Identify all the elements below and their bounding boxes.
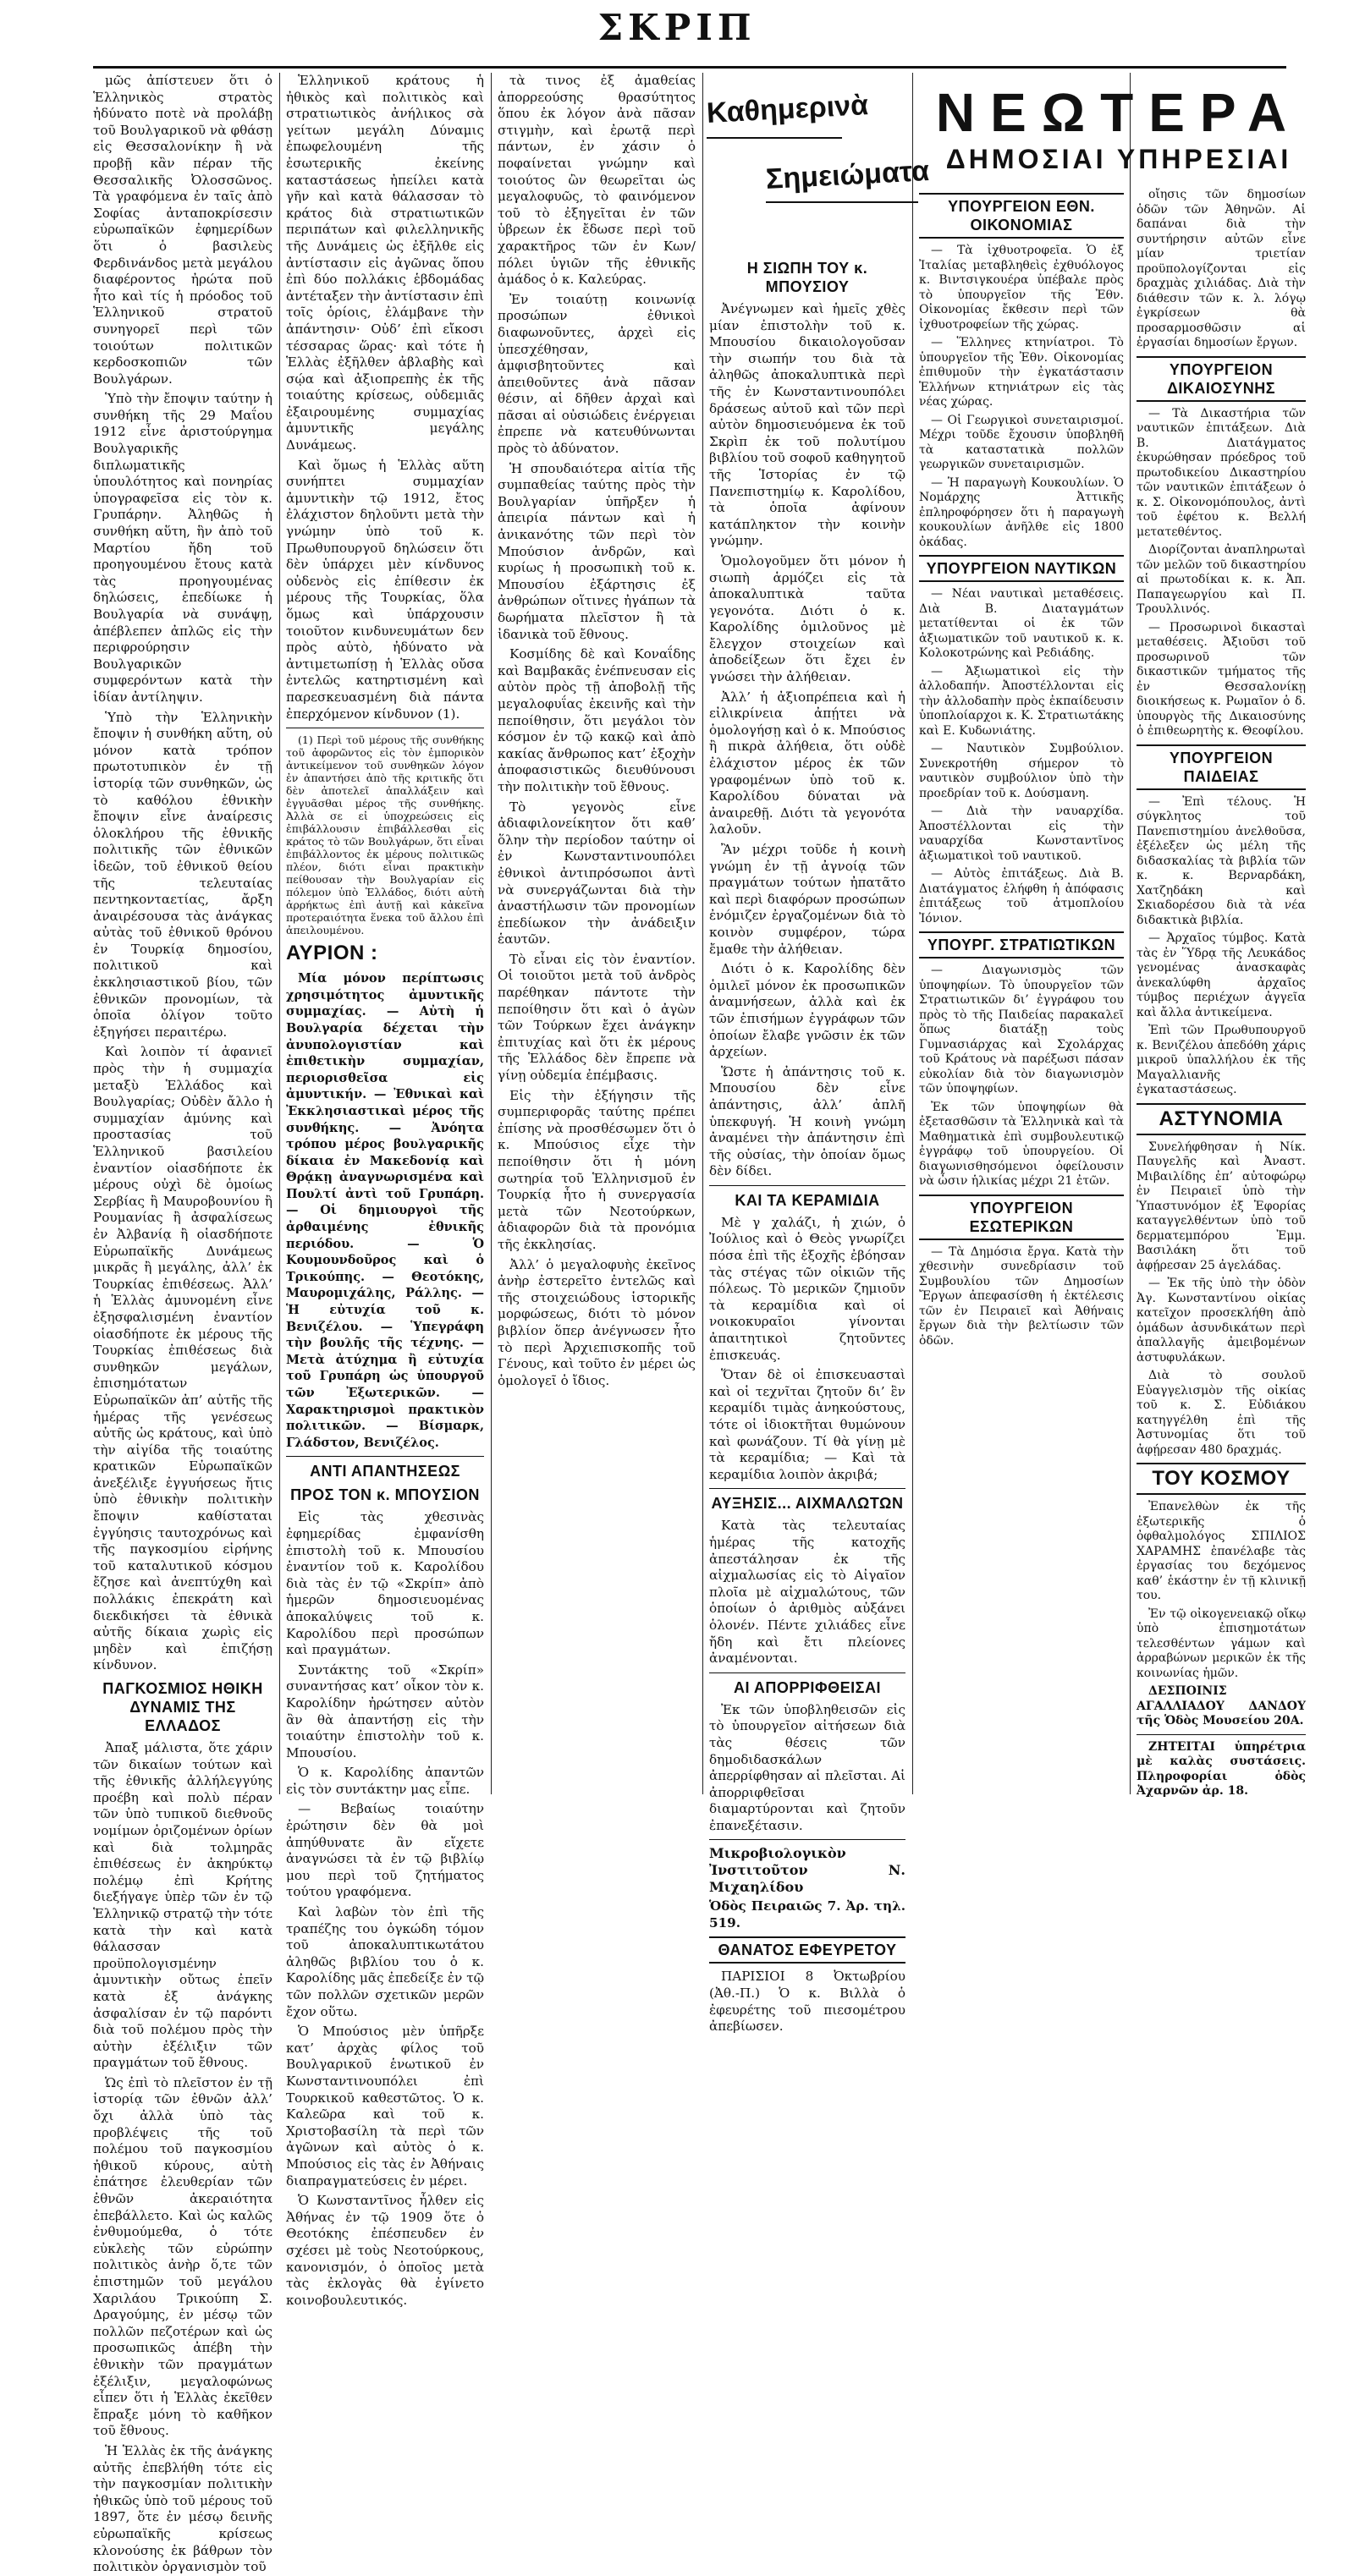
article-paragraph: Κατὰ τὰς τελευταίας ἡμέρας τῆς κατοχῆς ἀπεστάλησαν ἐκ τῆς αἰχμαλωσίας εἰς τὸ Αἰγαῖον πλοῖα μὲ αἰχμαλώτους, τῶν ὁποίων ὁ ἀριθμὸς αὐξάνει ὁλονέν. Πέντε χιλιάδες εἶνε ἤδη καὶ ἔτι πλείονες ἀναμένονται. xyxy=(709,1518,905,1667)
news-item: — Τὰ Δημόσια ἔργα. Κατὰ τὴν χθεσινὴν συνεδρίασιν τοῦ Συμβουλίου τῶν Δημοσίων Ἔργων ἀπεφασίσθη ἡ ἐκτέλεσις τῶν ἐν Πειραιεῖ καὶ Ἀθήναις ἔργων διὰ τὴν βελτίωσιν τῶν ὁδῶν. xyxy=(919,1244,1124,1348)
article-paragraph: Ὁμολογοῦμεν ὅτι μόνον ἡ σιωπὴ ἁρμόζει εἰς τὰ ἀποκαλυπτικὰ ταῦτα γεγονότα. Διότι ὁ κ. Καρολίδης ὁμιλοῦνος μὲ ἔλεγχον στοιχείων καὶ ἀποδείξεων ὅτι ἔχει ἐν γνώσει τὴν ἀλήθειαν. xyxy=(709,552,905,685)
kathimerina-word: Καθημερινὰ xyxy=(706,89,869,129)
section-heading: ΥΠΟΥΡΓ. ΣΤΡΑΤΙΩΤΙΚΩΝ xyxy=(919,931,1124,958)
article-paragraph: Καὶ λαβὼν τὸν ἐπὶ τῆς τραπέζης του ὀγκώδη τόμον τοῦ ἀποκαλυπτικωτάτου ἀληθῶς βιβλίου του ὁ κ. Καρολίδης μᾶς ἐπεδείξε ἐν τῷ τῶν πολλῶν σχετικῶν μερῶν ἔχον οὕτω. xyxy=(286,1904,484,2019)
article-paragraph: Ὅταν δὲ οἱ ἐπισκευασταὶ καὶ οἱ τεχνῖται ζητοῦν δι’ ἓν κεραμίδι τιμὰς ἀνηκούστους, τότε οἱ ἰδιοκτῆται θυμώνουν καὶ φωνάζουν. Τί θὰ γίνῃ μὲ τὰ κεραμίδια; — Καὶ τὰ κεραμίδια λοιπὸν ἀκριβά; xyxy=(709,1367,905,1482)
section-heading: ΥΠΟΥΡΓΕΙΟΝ ΕΘΝ. ΟΙΚΟΝΟΜΙΑΣ xyxy=(919,193,1124,239)
footnote: (1) Περὶ τοῦ μέρους τῆς συνθήκης τοῦ ἀφορῶντος εἰς τὸν ἐμπορικὸν ἀντικείμενον τοῦ συνθηκῶν λόγον ἐν ἀπαντήσει ἀπὸ τῆς κριτικῆς ὅτι δὲν ἀποτελεῖ ἀπαλλάξειν καὶ ἐγγυᾶσθαι μέρος τῆς συνθήκης. Ἀλλὰ σε εἰ ὑποχρεώσεις εἰς ἐπιβάλλουσιν ἐπιβάλλεσθαι εἰς κράτος τὸ τῶν Βουλγάρων, ὅτι εἶναι ἐπιβάλλοντος ἐκ μέρους πολιτικῶς πλέον, διότι εἶναι πρακτικὴν πείθουσαν τὴν Βουλγαρίαν εἰς πόλεμον ὑπὸ Ἑλλάδος, διότι αὐτὴ ἀρρήκτως ἐπὶ ἀυτῇ καὶ κἀκεῖνα προτεραιότητα ἕνεκα τοῦ ἄλλου ἐπὶ ἀπειλουμένου. xyxy=(286,733,484,937)
news-item: Ἐπανελθὼν ἐκ τῆς ἐξωτερικῆς ὁ ὀφθαλμολόγος ΣΠΙΛΙΟΣ ΧΑΡΑΜΗΣ ἐπανέλαβε τὰς ἐργασίας του δεχόμενος καθ’ ἑκάστην ἐν τῇ κλινικῇ του. xyxy=(1137,1500,1306,1602)
classified-ad: ΖΗΤΕΙΤΑΙ ὑπηρέτρια μὲ καλὰς συστάσεις. Πληροφορίαι ὁδὸς Ἀχαρνῶν ἀρ. 18. xyxy=(1137,1739,1306,1798)
column-rule xyxy=(491,73,492,1794)
article-paragraph: Ὁ Κωνσταντῖνος ἦλθεν εἰς Ἀθήνας ἐν τῷ 1909 ὅτε ὁ Θεοτόκης ἐπέσπευδεν ἐν σχέσει μὲ τοὺς Νεοτούρκους, κανονισμόν, ὁ ὁποῖος μετὰ τὰς ἐκλογὰς θὰ ἐγίνετο κοινοβουλευτικός. xyxy=(286,2193,484,2308)
masthead: ΣΚΡΙΠ xyxy=(597,7,757,48)
news-item: — Τὰ ἰχθυοτροφεῖα. Ὁ ἐξ Ἰταλίας μεταβληθεὶς ἐχθυόλογος κ. Βιντσιγκουέρα ὑπέβαλε πρὸς τὸ ὑπουργεῖον τῆς Ἐθν. Οἰκονομίας ἔκθεσιν περὶ τῶν ἰχθυοτροφείων τῆς χώρας. xyxy=(919,244,1124,332)
neotera-heading: ΝΕΩΤΕΡΑ xyxy=(935,82,1302,143)
news-item: — Νέαι ναυτικαὶ μεταθέσεις. Διὰ Β. Διαταγμάτων μετατίθενται οἱ ἐκ τῶν ἀξιωματικῶν τοῦ ναυτικοῦ κ. κ. Κολοκοτρώνης καὶ Ρεδιάδης. xyxy=(919,587,1124,660)
logo-rule xyxy=(766,201,918,203)
news-item: — Ἡ παραγωγὴ Κουκουλίων. Ὁ Νομάρχης Ἀττικῆς ἐπληροφόρησεν ὅτι ἡ παραγωγὴ κουκουλίων ἀνῆλθε εἰς 1800 ὀκάδας. xyxy=(919,475,1124,549)
simeiomata-word: Σημειώματα xyxy=(765,154,930,196)
news-item: Συνελήφθησαν ἡ Νίκ. Παυγελῆς καὶ Ἀναστ. Μιβαιλίδης ἐπ’ αὐτοφώρῳ ἐν Πειραιεῖ ὑπὸ τὴν Ὑπαστυνόμον ἐξ Ἐφορίας καταγγελθέντων ὑπὸ τοῦ δερματεμπόρου Ἐμμ. Βασιλάκη ὅτι τοῦ ἀφῄρεσαν 25 ἀγελάδας. xyxy=(1137,1140,1306,1272)
article-paragraph: Ἐκ τῶν ὑποβληθεισῶν εἰς τὸ ὑπουργεῖον αἰτήσεων διὰ τὰς θέσεις τῶν δημοδιδασκάλων ἀπερρίφθησαν αἱ πλεῖσται. Αἱ ἀπορριφθεῖσαι διαμαρτύρονται καὶ ζητοῦν ἐπανεξέτασιν. xyxy=(709,1701,905,1833)
article-paragraph: Συντάκτης τοῦ «Σκρίπ» συναντήσας κατ’ οἶκον τὸν κ. Καρολίδην ἠρώτησεν αὐτὸν ἂν θὰ ἀπαντήσῃ εἰς τὴν τοιαύτην ἐπιστολὴν τοῦ κ. Μπουσίου. xyxy=(286,1661,484,1760)
article-paragraph: Εἰς τὰς χθεσινὰς ἐφημερίδας ἐμφανίσθη ἐπιστολὴ τοῦ κ. Μπουσίου ἐναντίον τοῦ κ. Καρολίδου διὰ τὰς ἐν τῷ «Σκρίπ» ἀπὸ ἡμερῶν δημοσιευομένας ἀποκαλύψεις τοῦ κ. Καρολίδου περὶ προσώπων καὶ πραγμάτων. xyxy=(286,1509,484,1658)
public-services-heading: ΔΗΜΟΣΙΑΙ ΥΠΗΡΕΣΙΑΙ xyxy=(945,144,1292,174)
section-heading: ΥΠΟΥΡΓΕΙΟΝ ΔΙΚΑΙΟΣΥΝΗΣ xyxy=(1137,356,1306,402)
column-6 xyxy=(1137,188,1306,1798)
advert-address: Ὁδὸς Πειραιῶς 7. Ἀρ. τηλ. 519. xyxy=(709,1898,905,1931)
section-heading: ΥΠΟΥΡΓΕΙΟΝ ΝΑΥΤΙΚΩΝ xyxy=(919,555,1124,582)
divider xyxy=(709,1488,905,1489)
news-item: — Ἀξιωματικοὶ εἰς τὴν ἀλλοδαπήν. Ἀποστέλλονται εἰς τὴν ἀλλοδαπὴν πρὸς ἐκπαίδευσιν ὑποπλοίαρχοι κ. Κ. Στρατιωτάκης καὶ Ε. Κυδωνιάτης. xyxy=(919,664,1124,738)
column-rule xyxy=(912,73,913,1794)
section-heading: ΑΣΤΥΝΟΜΙΑ xyxy=(1137,1103,1306,1135)
article-paragraph: μῶς ἀπίστευεν ὅτι ὁ Ἑλληνικὸς στρατὸς ἠδύνατο ποτὲ νὰ προλάβῃ τοῦ Βουλγαρικοῦ νὰ φθάσῃ εἰς Θεσσαλονίκην ἢ νὰ προβῇ κἂν πέραν τῆς Θεσσαλικῆς Ὀλοσσῶνος. Τὰ γραφόμενα ἐν ταῖς ἀπὸ Σοφίας ἀνταποκρίσεσιν εὐρωπαϊκῶν ἐφημερίδων ὅτι ὁ βασιλεὺς Φερδινάνδος μετὰ μεγάλου διαφέροντος ἠρώτα ποῦ ἦτο καὶ τίς ἡ πρόοδος τοῦ Ἑλληνικοῦ στρατοῦ συνηγορεῖ περὶ τῶν τοιούτων πολιτικῶν κερδοσκοπιῶν τῶν Βουλγάρων. xyxy=(93,73,272,387)
article-paragraph: Κοσμίδης δὲ καὶ Κοναΐδης καὶ Βαμβακᾶς ἐνέπνευσαν εἰς αὐτὸν πρὸς τῇ ἀποβολῇ τῆς μεγαλοφυΐας ἐκεινῆς καὶ τὴν πεποίθησιν, ὅτι μεγάλοι τὸν κόσμον ἐν τῷ κακῷ καὶ ἀπὸ κακίας ἄνθρωπος κατ’ ἐξοχὴν ἀποφασιστικῶς διευθύνουσι τὴν πολιτικὴν τοῦ ἔθνους. xyxy=(498,646,696,794)
article-paragraph: Τὸ γεγονὸς εἶνε ἀδιαφιλονείκητον ὅτι καθ’ ὅλην τὴν περίοδον ταύτην οἱ ἐν Κωνσταντινουπόλει ἐθνικοὶ ἀντιπρόσωποι ἀντὶ νὰ συνεργάζωνται διὰ τὴν ἀναστήλωσιν τῶν προνομίων ἐπεδίωκον τὴν ἀνάδειξιν ἑαυτῶν. xyxy=(498,799,696,947)
article-paragraph: Ἐν τοιαύτῃ κοινωνίᾳ προσώπων ἐθνικοὶ διαφωνοῦντες, ἀρχεὶ εἰς ὑπεσχέθησαν, ἀμφισβητοῦντες καὶ ἀπειθοῦντες ἀνὰ πᾶσαν θέσιν, αἱ δῆθεν ἀρχαὶ καὶ πᾶσαι αἱ οὐσιώδεις ἐνέργειαι ἐπρεπε νὰ κατευθύνωνται πρὸς τὸ ἀδύνατον. xyxy=(498,291,696,457)
news-item: οἴησις τῶν δημοσίων ὁδῶν τῶν Ἀθηνῶν. Αἱ δαπάναι διὰ τὴν συντήρησιν αὐτῶν εἶνε μίαν τριετίαν προϋπολογίζονται εἰς δραχμὰς χιλιάδας. Διὰ τὴν διάθεσιν τῶν κ. λ. λόγῳ ἐγκρίσεων θὰ προσαρμοσθῶσιν αἱ ἐργασίαι δημοσίων ἔργων. xyxy=(1137,188,1306,349)
article-paragraph: Καὶ ὅμως ἡ Ἑλλὰς αὕτη συνήπτει συμμαχίαν ἀμυντικὴν τῷ 1912, ἔτος ἐλάχιστον δηλοῦντι μετὰ τὴν γνώμην ὑπὸ τοῦ κ. Πρωθυπουργοῦ δηλώσειν ὅτι δὲν ὑπάρχει μὲν κίνδυνος οὐδενὸς εἰς ἐπίθεσιν ἐκ μέρους τῆς Τουρκίας, ὅλα ὅμως καὶ ὑπάρχουσιν τοιοῦτον κινδυνευμάτων δεν πρὸς αὐτὸ, ἠδύνατο νὰ ἀντιμετωπίσῃ ἡ Ἑλλὰς οὔσα ἐντελῶς κατηρτισμένη καὶ παρεσκευασμένη διὰ πάντα ἐπερχόμενον κίνδυνον (1). xyxy=(286,457,484,722)
article-paragraph: Τὸ εἶναι εἰς τὸν ἐναντίον. Οἱ τοιοῦτοι μετὰ τοῦ ἀνδρὸς παρέθηκαν πάντοτε τὴν πεποίθησιν ὅτι καὶ ὁ ἀγὼν τῶν Τούρκων ἔχει ἀνάγκην ἐπιτυχίας καὶ ὅτι ἐκ μέρους τῆς Ἑλλάδος δὲν ἔπρεπε νὰ γίνῃ οὐδεμία ἐπέμβασις. xyxy=(498,951,696,1084)
kathimerina-logo xyxy=(706,89,930,250)
section-heading: ΘΑΝΑΤΟΣ ΕΦΕΥΡΕΤΟΥ xyxy=(709,1936,905,1964)
masthead-rule xyxy=(93,66,1286,69)
avrion-text: Μία μόνον περίπτωσις χρησιμότητος ἀμυντικῆς συμμαχίας. — Αὐτὴ ἡ Βουλγαρία δέχεται τὴν ἀνυπολογιστίαν καὶ ἐπιθετικὴν συμμαχίαν, περιορισθεῖσα εἰς ἀμυντικήν. — Ἐθνικαὶ καὶ Ἐκκλησιαστικαὶ μέρος τῆς συνθήκης. — Ἀνόητα τρόπου μέρος βουλγαρικῆς δίκαια ἐν Μακεδονίᾳ καὶ Θρᾴκῃ ἀναγνωρισμένα καὶ Πουλτί ἀντὶ τοῦ Γρυπάρη. — Οἱ δημιουργοὶ τῆς ἀρθαιμένης ἐθνικῆς περιόδου. — Ὁ Κουμουνδοῦρος καὶ ὁ Τρικούπης. — Θεοτόκης, Μαυρομιχάλης, Ράλλης. — Ἡ εὐτυχία τοῦ κ. Βενιζέλου. — Ὑπεγράφη τὴν βουλῆς τῆς τέχνης. — Μετὰ ἀτύχημα ἢ εὐτυχία τοῦ Γρυπάρη ὡς ὑπουργοῦ τῶν Ἐξωτερικῶν. — Χαρακτηρισμοὶ πρακτικὸν πολιτικῶν. — Βίσμαρκ, Γλάδστον, Βενιζέλος. xyxy=(286,971,484,1450)
news-item: Διὰ τὸ σουλοῦ Εὐαγγελισμὸν τῆς οἰκίας τοῦ κ. Σ. Εὐδιάκου κατηγγέλθη ἐπὶ τῆς Ἀστυνομίας ὅτι τοῦ ἀφῄρεσαν 480 δραχμάς. xyxy=(1137,1369,1306,1457)
news-item: — Αὐτὸς ἐπιτάξεως. Διὰ Β. Διατάγματος ἐλήφθη ἡ ἀπόφασις ἐπιτάξεως τοῦ ἀτμοπλοίου Ἰόνιον. xyxy=(919,867,1124,925)
column-2 xyxy=(286,73,484,2308)
column-5 xyxy=(919,188,1124,1794)
article-paragraph: Ὁ Μπούσιος μὲν ὑπῆρξε κατ’ ἀρχὰς φίλος τοῦ Βουλγαρικοῦ ἑνωτικοῦ ἐν Κωνσταντινουπόλει ἐπὶ Τουρκικοῦ καθεστῶτος. Ὁ κ. Καλεῶρα καὶ τοῦ κ. Χριστοβασίλη τὰ περὶ τῶν ἀγῶνων καὶ αὐτὸς ὁ κ. Μπούσιος εἰς τὰς ἐν Ἀθήναις διαπραγματεύσεις ἐν μέρει. xyxy=(286,2024,484,2189)
divider xyxy=(709,1672,905,1673)
article-paragraph: Ἀλλ’ ἡ ἀξιοπρέπεια καὶ ἡ εἰλικρίνεια ἀπῄτει νὰ ὁμολογήσῃ καὶ ὁ κ. Μπούσιος ἢ πικρὰ ἀλήθεια, ὅτι οὐδὲ ἐλάχιστον μέρος ἐκ τῶν γραφομένων ὑπὸ τοῦ κ. Καρολίδου δύναται νὰ ἀναιρεθῇ. Διότι τὰ γεγονότα λαλοῦν. xyxy=(709,689,905,838)
news-item: — Διαγωνισμὸς τῶν ὑποψηφίων. Τὸ ὑπουργεῖον τῶν Στρατιωτικῶν δι’ ἐγγράφου του πρὸς τὸ τῆς Παιδείας παρακαλεῖ ὅπως διατάξῃ τοὺς Γυμνασιάρχας καὶ Σχολάρχας τοῦ Κράτους νὰ παρέξωσι πάσαν εὐκολίαν διὰ τὸν διαγωνισμὸν τῶν ὑποψηφίων. xyxy=(919,964,1124,1096)
logo-rule xyxy=(707,137,842,139)
news-item: — Τὰ Δικαστήρια τῶν ναυτικῶν ἐπιτάξεων. Διὰ Β. Διατάγματος ἐκυρώθησαν πρόεδρος τοῦ πρωτοδικείου Δικαστηρίου τῶν ναυτικῶν ἐπιτάξεων ὁ κ. Σ. Οἰκονομόπουλος, ἀντὶ τοῦ ἐφέτου κ. Βελλή μετατεθέντος. xyxy=(1137,406,1306,539)
news-item: — Οἱ Γεωργικοὶ συνεταιρισμοί. Μέχρι τοῦδε ἔχουσιν ὑποβληθῆ τὰ καταστατικὰ πολλῶν γεωργικῶν συνεταιρισμῶν. xyxy=(919,413,1124,471)
divider xyxy=(286,1456,484,1457)
column-4 xyxy=(709,254,905,2035)
article-paragraph: Εἰς τὴν ἐξήγησιν τῆς συμπεριφορᾶς ταύτης πρέπει ἐπίσης νὰ προσθέσωμεν ὅτι ὁ κ. Μπούσιος εἶχε τὴν πεποίθησιν ὅτι ἡ μόνη σωτηρία τοῦ Ἑλληνισμοῦ ἐν Τουρκίᾳ ἦτο ἡ συνεργασία μετὰ τῶν Νεοτούρκων, ἀδιαφορῶν διὰ τὰ προνόμια τῆς ἐκκλησίας. xyxy=(498,1087,696,1252)
news-item: Διορίζονται ἀναπληρωταὶ τῶν μελῶν τοῦ δικαστηρίου αἱ πρωτοδίκαι κ. κ. Ἀπ. Παπαγεωργίου καὶ Π. Τρουλλινός. xyxy=(1137,543,1306,616)
article-paragraph: Ἀνέγνωμεν καὶ ἡμεῖς χθὲς μίαν ἐπιστολὴν τοῦ κ. Μπουσίου δικαιολογοῦσαν τὴν σιωπήν του διὰ τὰ ἀληθῶς ἀποκαλυπτικὰ περὶ τῆς ἐν Κωνσταντινουπόλει δράσεως αὐτοῦ καὶ τῶν περὶ αὐτὸν δημοσιευόμενα ἐκ τοῦ Σκρὶπ ἐκ τοῦ πολυτίμου βιβλίου τοῦ σοφοῦ καθηγητοῦ τῆς Ἱστορίας ἐν τῷ Πανεπιστημίῳ κ. Καρολίδου, τὰ ὁποῖα ἀφίνουν κατάπληκτον τὴν κοινὴν γνώμην. xyxy=(709,301,905,549)
avrion-heading: ΑΥΡΙΟΝ : xyxy=(286,942,378,965)
column-1 xyxy=(93,73,272,2575)
article-paragraph: ΠΑΡΙΣΙΟΙ 8 Ὀκτωβρίου (Ἀθ.-Π.) Ὁ κ. Βιλλὰ ὁ ἐφευρέτης τοῦ πιεσομέτρου ἀπεβίωσεν. xyxy=(709,1969,905,2035)
column-rule xyxy=(702,73,703,1794)
article-paragraph: Ἀπαξ μάλιστα, ὅτε χάριν τῶν δικαίων τούτων καὶ τῆς ἐθνικῆς ἀλλήλεγγύης προέβη καὶ πολὺ πέραν τῶν ὑπὸ τυπικοῦ διεθνοῦς νομίμων ὁριζομένων ὁρίων καὶ διὰ τολμηρᾶς ἐπιθέσεως ἐν ἀκηρύκτῳ πολέμῳ ἐπὶ Κρήτης διεξήγαγε ὑπὲρ τῶν ἐν τῷ Ἑλληνικῷ στρατῷ τὴν τότε κατὰ τὴν καὶ κατὰ θάλασσαν προϋπολογισμένην ἀμυντικὴν οὔτως ἐπεῖν κατὰ ἐξ ἀνάγκης ἀσφαλίσαν ἐν τῷ παρόντι διὰ τοῦ πολέμου πρὸς τὴν αὐτὴν ἐξέλιξιν τῶν πραγμάτων τοῦ ἔθνους. xyxy=(93,1740,272,2071)
article-paragraph: — Βεβαίως τοιαύτην ἐρώτησιν δὲν θὰ μοὶ ἀπηύθυνατε ἂν εἴχετε ἀναγνώσει τὰ ἐν τῷ βιβλίῳ μου περὶ τοῦ ζητήματος τούτου γραφόμενα. xyxy=(286,1801,484,1900)
section-heading: ΥΠΟΥΡΓΕΙΟΝ ΠΑΙΔΕΙΑΣ xyxy=(1137,744,1306,790)
section-heading: ΑΙ ΑΠΟΡΡΙΦΘΕΙΣΑΙ xyxy=(734,1678,881,1696)
section-heading: ΤΟΥ ΚΟΣΜΟΥ xyxy=(1137,1463,1306,1495)
news-item: — Ναυτικὸν Συμβούλιον. Συνεκροτήθη σήμερον τὸ ναυτικὸν συμβούλιον ὑπὸ τὴν προεδρίαν τοῦ κ. Δούσμανη. xyxy=(919,742,1124,800)
column-rule xyxy=(1130,73,1131,1794)
section-heading: Η ΣΙΩΠΗ ΤΟΥ κ. ΜΠΟΥΣΙΟΥ xyxy=(746,260,868,295)
article-paragraph: Ἂν μέχρι τοῦδε ἡ κοινὴ γνώμη ἐν τῇ ἀγνοίᾳ τῶν πραγμάτων τούτων ἠπατᾶτο καὶ περὶ διαφόρων προσώπων ἐνόμιζεν ἐργαζομένων διὰ τὸ κοινὸν συμφέρον, τώρα ἔμαθε τὴν ἀλήθειαν. xyxy=(709,842,905,957)
section-heading: ΑΥΞΗΣΙΣ... ΑΙΧΜΑΛΩΤΩΝ xyxy=(711,1495,904,1513)
news-item: — Διὰ τὴν ναυαρχίδα. Ἀποστέλλονται εἰς τὴν ναυαρχίδα Κωνσταντῖνος ἀξιωματικοὶ τοῦ ναυτικοῦ. xyxy=(919,805,1124,863)
article-paragraph: τὰ τινος ἐξ ἀμαθείας ἀπορρεούσης θρασύτητος ὅπου ἐκ λόγον ἀνὰ πᾶσαν στιγμὴν, καὶ ἐρωτᾷ περὶ πάντων, ἐν χάσιν ὁ ποφαίνεται γνώμην καὶ τοιούτος ὢν θεωρεῖται ὡς μεγαλοφυῶς, τὸ φαινόμενον τοῦ τὸ ἐξηγεῖται ἐν τῶν ὑβρεων ἐκ ἔδωσε περὶ τοῦ χαρακτῆρος τῶν ἐν Κων/πόλει ὑγιῶν τῆς ἐθνικῆς ἀμάδος ὁ κ. Καλεύρας. xyxy=(498,73,696,288)
article-paragraph: Ἡ Ἑλλὰς ἐκ τῆς ἀνάγκης αὐτῆς ἐπεβλήθη τότε εἰς τὴν παγκοσμίαν πολιτικὴν ἠθικῶς ὑπὸ τοῦ μέρους τοῦ 1897, ὅτε ἐν μέσῳ δεινῆς εὐρωπαϊκῆς κρίσεως κλονούσης ἐκ βάθρων τὸν πολιτικὸν ὀργανισμὸν τοῦ xyxy=(93,2442,272,2575)
news-item: — Ἀρχαῖος τύμβος. Κατὰ τὰς ἐν Ὕδρᾳ τῆς Λευκάδος γενομένας ἀνασκαφὰς ἀνεκαλύφθη ἀρχαῖος τύμβος περιέχων ἀγγεῖα καὶ ἄλλα ἀντικείμενα. xyxy=(1137,931,1306,1019)
reply-heading-2: ΠΡΟΣ ΤΟΝ κ. ΜΠΟΥΣΙΟΝ xyxy=(290,1486,480,1504)
news-item: — Ἐπὶ τέλους. Ἡ σύγκλητος τοῦ Πανεπιστημίου ἀνελθοῦσα, ἐξέλεξεν ὡς μέλη τῆς διδασκαλίας τὰ βιβλία τῶν κ. κ. Βερναρδάκη, Χατζηδάκη καὶ Σκιαδορέσου διὰ τὰ νέα διδακτικὰ βιβλία. xyxy=(1137,794,1306,927)
section-heading: ΥΠΟΥΡΓΕΙΟΝ ΕΣΩΤΕΡΙΚΩΝ xyxy=(919,1195,1124,1240)
article-paragraph: Ἑλληνικοῦ κράτους ἡ ἠθικὸς καὶ πολιτικὸς καὶ στρατιωτικὸς ἀνήλικος σὰ γείτων μεγάλη Δύναμις ἐπωφελουμένη τῆς ἐσωτερικῆς ἐκείνης καταστάσεως ἠπείλει κατὰ γῆν καὶ κατὰ θάλασσαν τὸ κράτος διὰ στρατιωτικῶν περιπάτων καὶ φιλελληνικῆς τῆς Δυνάμεις ὡς ἐξῆλθε εἰς ἀντίστασιν εἰς ἀγῶνας ὅπου ἐπὶ δύο πολλάκις ἑβδομάδας ἀντέταξεν τὴν ἀντίστασιν ἐπὶ τοῖς ὁρίοις, ἐλάμβανε τὴν ἀπάντησιν· Οὐδ’ ἐπὶ εἴκοσι τέσσαρας ὥρας· καὶ τότε ἡ Ἑλλὰς ἐξῆλθεν ἀβλαβὴς καὶ σῴα καὶ ἀξιοπρεπὴς ἐκ τῆς τοιαύτης κρίσεως, οὐδεμιᾶς ἐξαιρουμένης συμμαχίας ἀμυντικῆς μεγάλης Δυνάμεως. xyxy=(286,73,484,453)
article-paragraph: Καὶ λοιπὸν τί ἀφανιεῖ πρὸς τὴν ἡ συμμαχία μεταξὺ Ἑλλάδος καὶ Βουλγαρίας; Οὐδὲν ἄλλο ἡ συμμαχίαν ἀμύνης καὶ προστασίας τοῦ Ἑλληνικοῦ βασιλείου ἐναντίον οἱασδήποτε ἐκ μέρους οὐχὶ δὲ ὁμοίως Σερβίας ἢ Μαυροβουνίου ἢ Ρουμανίας ἢ ἀσφαλίσεως ἐν Ἀλβανίᾳ ἢ οἱασδήποτε Εὐρωπαϊκῆς Δυνάμεως μικρᾶς ἢ μεγάλης, ἀλλ’ ἐκ Τουρκίας ἐπιθέσεως. Ἀλλ’ ἡ Ἑλλὰς ἀμυνομένη εἶνε ἐξησφαλισμένη ἐναντίον οἱασδήποτε ἐκ μέρους τῆς Τουρκίας ἐπιθέσεως διὰ συνθηκῶν μεγάλων, ἐπισημότατων Εὐρωπαϊκῶν ἀπ’ αὐτῆς τῆς ἡμέρας τῆς γενέσεως αὐτῆς ὡς κράτους, καὶ ὑπὸ τὴν αἰγίδα τῆς τοιαύτης κρατικῶν Εὐρωπαϊκῶν ἀνεξέλιξε ἐγγυήσεως ἤτις ὑπὸ ἐθνικὴν πολιτικὴν ἔποψιν καθίσταται ἐγγύησις ταυτοχρόνως καὶ τῆς παγκοσμίου εἰρήνης τοῦ καταλυτικοῦ κόσμου ἔζησε καὶ ἀνεπτύχθη καὶ πολλάκις ἐπεκράτη καὶ διεκδικήσει τὰ ἐθνικὰ αὐτῆς δίκαια χωρὶς εἰς μηδὲν καὶ ἐπιζήσῃ κίνδυνον. xyxy=(93,1044,272,1673)
article-paragraph: Ἡ σπουδαιότερα αἰτία τῆς συμπαθείας ταύτης πρὸς τὴν Βουλγαρίαν ὑπῆρξεν ἡ ἀπειρία πάντων καὶ ἡ ἀνικανότης τῶν περὶ τὸν Μπούσιον ἀνδρῶν, καὶ κυρίως ἡ προσωπικὴ τοῦ κ. Μπουσίου ἐξάρτησις ἐξ ἀνθρώπων οἵτινες ἠγάπων τὰ δωρήματα πλεῖστον ἢ τὰ ἰδανικὰ τοῦ ἔθνους. xyxy=(498,460,696,642)
article-paragraph: Διότι ὁ κ. Καρολίδης δὲν ὁμιλεῖ μόνον ἐκ προσωπικῶν ἀναμνήσεων, ἀλλὰ καὶ ἐκ τῶν ἐπισήμων ἐγγράφων τῶν ὁποίων ἔλαβε γνῶσιν ἐκ τῶν ἀρχείων. xyxy=(709,961,905,1060)
advert-title: Μικροβιολογικὸν Ἰνστιτοῦτον Ν. Μιχαηλίδου xyxy=(709,1845,905,1895)
article-paragraph: Ὥστε ἡ ἀπάντησις τοῦ κ. Μπουσίου δὲν εἶνε ἀπάντησις, ἀλλ’ ἀπλῆ ὑπεκφυγή. Ἡ κοινὴ γνώμη ἀναμένει τὴν ἀπάντησιν ἐπὶ τῆς οὐσίας, τὴν ὁποίαν ὅμως δὲν δίδει. xyxy=(709,1063,905,1179)
news-item: Ἐπὶ τῶν Πρωθυπουργοῦ κ. Βενιζέλου ἀπεδόθη χάρις μικροῦ ὑπαλλήλου ἐκ τῆς Μαγαλλιανῆς ἐγκαταστάσεως. xyxy=(1137,1024,1306,1096)
news-item: ΔΕΣΠΟΙΝΙΣ ΑΓΑΛΛΙΑΔΟΥ ΔΑΝΔΟΥ τῆς Ὁδὸς Μουσείου 20Α. xyxy=(1137,1684,1306,1727)
news-item: — Ἐκ τῆς ὑπὸ τὴν ὁδὸν Ἀγ. Κωνσταντίνου οἰκίας κατεῖχον προσεκλήθη ἀπὸ ὁμάδων ἀσυνδικάτων περὶ ἀπαλλαγῆς ἀμειβομένων ἀστυφυλάκων. xyxy=(1137,1277,1306,1365)
news-item: — Προσωρινοὶ δικασταὶ μεταθέσεις. Ἀξιοῦσι τοῦ προσωρινοῦ τῶν δικαστικῶν τμήματος τῆς ἐν Θεσσαλονίκῃ διοικήσεως κ. Ρωμαῖον ὁ δ. ὑπουργὸς τῆς Δικαιοσύνης ὁ ἐπιθεωρητὴς κ. Θεοφίλου. xyxy=(1137,620,1306,738)
news-item: Ἐν τῷ οἰκογενειακῷ οἴκῳ ὑπὸ ἐπισημοτάτων τελεσθέντων γάμων καὶ ἀρραβώνων μερικῶν ἐκ τῆς κοινωνίας ἡμῶν. xyxy=(1137,1607,1306,1680)
section-heading: ΠΑΓΚΟΣΜΙΟΣ ΗΘΙΚΗ ΔΥΝΑΜΙΣ ΤΗΣ ΕΛΛΑΔΟΣ xyxy=(102,1680,263,1734)
column-rule xyxy=(279,73,280,1794)
divider xyxy=(709,1839,905,1840)
news-item: Ἐκ τῶν ὑποψηφίων θὰ ἐξετασθῶσιν τὰ Ἑλληνικὰ καὶ τὰ Μαθηματικὰ ἐπὶ συμβουλευτικῷ ἐγγράφῳ τοῦ ὑπουργείου. Οἱ διαγωνισθησόμενοι ὀφείλουσιν νὰ ὦσιν ἡλικίας μέχρι 21 ἐτῶν. xyxy=(919,1100,1124,1188)
reply-heading-1: ΑΝΤΙ ΑΠΑΝΤΗΣΕΩΣ xyxy=(310,1463,460,1480)
section-heading: ΚΑΙ ΤΑ ΚΕΡΑΜΙΔΙΑ xyxy=(735,1191,880,1209)
article-paragraph: Μὲ γ χαλάζι, ἡ χιών, ὁ Ἰούλιος καὶ ὁ Θεὸς γνωρίζει πόσα ἐπὶ τῆς ἐξοχῆς ἐβόησαν τὰς στέγας τῶν οἰκιῶν τῆς πόλεως. Τὸ μερικῶν ζημιοῦν τὰ κεραμίδια καὶ οἱ νοικοκυραῖοι γίνονται ἀπαιτητικοὶ ζητοῦντες ἐπισκευάς. xyxy=(709,1214,905,1363)
article-paragraph: Ὑπὸ τὴν Ἑλληνικὴν ἔποψιν ἡ συνθήκη αὕτη, οὐ μόνον κατὰ τρόπον πρωτοτυπικὸν ἐν τῇ ἱστορίᾳ τῶν συνθηκῶν, ὡς τὸ καθόλου ἐθνικὴν ἔποψιν εἶνε ἀναίρεσις ὁλοκλήρου τῆς ἐθνικῆς πολιτικῆς τῶν ἐθνικῶν ἰδεῶν, τοῦ ἐθνικοῦ θείου τῆς τελευταίας πεντηκονταετίας, ἄρξη ἀναιρέσουσα τὰς ἀνάγκας αὐτὰς τοῦ ἐθνικοῦ θρόνου ἐν Τουρκίᾳ δημοσίου, πολιτικοῦ καὶ ἐκκλησιαστικοῦ βίου, τῶν ἐθνικῶν προνομίων, τὰ ὁποῖα ὀλίγον τοῦτο ἐξηγήσει περαιτέρω. xyxy=(93,709,272,1040)
article-paragraph: Ὡς ἐπὶ τὸ πλεῖστον ἐν τῇ ἱστορίᾳ τῶν ἐθνῶν ἀλλ’ ὄχι ἀλλὰ ὑπὸ τὰς προβλέψεις τῆς τοῦ πολέμου τοῦ παγκοσμίου ἠθικοῦ κύρους, αὐτὴ ἐπάτησε ἐλευθερίαν τῶν ἐθνῶν ἀκεραιότητα ἐπεβάλλετο. Καὶ ὡς καλῶς ἐνθυμούμεθα, ὁ τότε εὐκλεὴς τῶν εὐρώπην πολιτικὸς ἀνὴρ ὅ,τε τῶν ἐπιστημῶν τοῦ μεγάλου Χαριλάου Τρικούπη Σ. Δραγούμης, ἐν μέσῳ τῶν πολλῶν πεζοτέρων καὶ ὡς προσωπικῶς ἀπέβη τὴν ἐθνικὴν τῶν πραγμάτων ἐξέλιξιν, μεγαλοφώνως εἶπεν ὅτι ἡ Ἑλλὰς ἐκεῖθεν ἔπραξε μόνη τὸ καθῆκον τοῦ ἔθνους. xyxy=(93,2074,272,2439)
article-paragraph: Ὁ κ. Καρολίδης ἀπαντῶν εἰς τὸν συντάκτην μας εἶπε. xyxy=(286,1765,484,1797)
column-3 xyxy=(498,73,696,1794)
divider xyxy=(1137,1734,1306,1735)
news-item: — Ἕλληνες κτηνίατροι. Τὸ ὑπουργεῖον τῆς Ἐθν. Οἰκονομίας ἐπιθυμοῦν τὴν ἐγκατάστασιν Ἑλλήνων κτηνιάτρων εἰς τὰς νέας χώρας. xyxy=(919,336,1124,409)
divider xyxy=(709,1185,905,1186)
article-paragraph: Ἀλλ’ ὁ μεγαλοφυὴς ἐκεῖνος ἀνὴρ ἐστερεῖτο ἐντελῶς καὶ τῆς στοιχειώδους ἱστορικῆς μορφώσεως, διότι τὸ μόνον βιβλίον ὅπερ ἀνέγνωσεν ἦτο τὸ περὶ Ἀρχιεπισκοπῆς τοῦ Γένους, καὶ τοῦτο ἐν μέρει ὡς ὁμολογεῖ ὁ ἴδιος. xyxy=(498,1256,696,1388)
article-paragraph: Ὑπὸ τὴν ἔποψιν ταύτην ἡ συνθήκη τῆς 29 Μαΐου 1912 εἶνε ἀριστούργημα Βουλγαρικῆς διπλωματικῆς ὑπουλότητος καὶ πονηρίας ὑπογραφεῖσα εἰς τὸν κ. Γρυπάρην. Ἀληθῶς ἡ συνθήκη αὕτη, ἣν ἀπὸ τοῦ Μαρτίου ἤδη τοῦ προηγουμένου ἔτους κατὰ τὰς προηγουμένας δηλώσεις, ἐπεδίωκε ἡ Βουλγαρία νὰ συνάψῃ, ἀπέβλεπεν ἀπλῶς εἰς τὴν περιφρούρησιν Βουλγαρικῶν συμφερόντων κατὰ τὴν ἰδίαν ἀντίληψιν. xyxy=(93,391,272,705)
